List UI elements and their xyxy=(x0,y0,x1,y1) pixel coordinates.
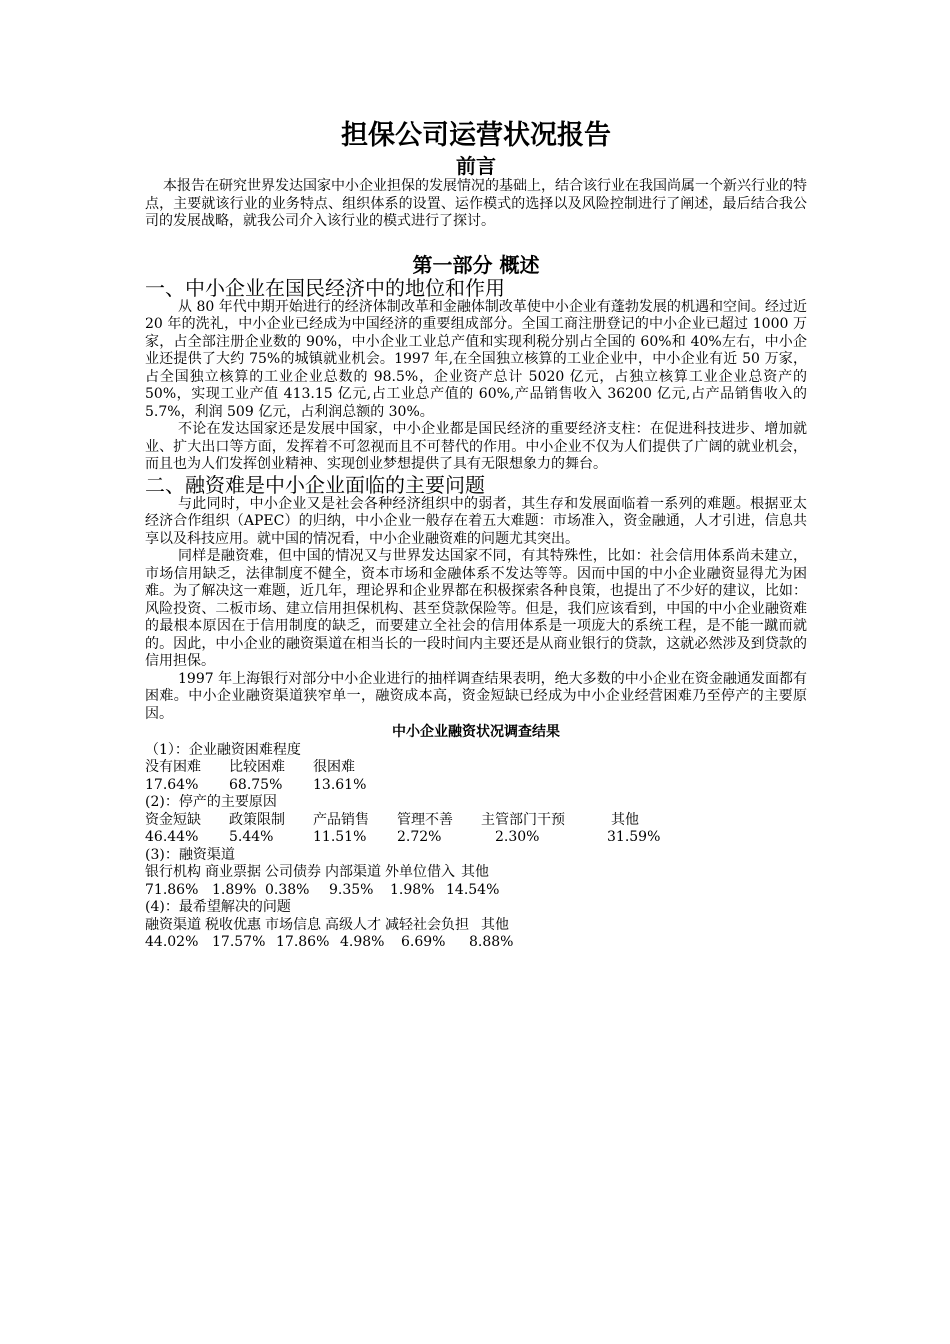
survey-group-3 xyxy=(145,847,807,900)
document-title: 担保公司运营状况报告 xyxy=(341,120,611,151)
section2-paragraph: 1997 年上海银行对部分中小企业进行的抽样调查结果表明，绝大多数的中小企业在资金融通发面都有困难。中小企业融资渠道狭窄单一，融资成本高，资金短缺已经成为中小企业经营困难乃至停产的主要原因。 xyxy=(145,670,807,722)
survey-category: 内部渠道 xyxy=(325,864,381,880)
survey-category: 高级人才 xyxy=(325,916,381,933)
survey-value: 13.61% xyxy=(313,776,367,793)
survey-category: 其他 xyxy=(611,811,639,828)
survey-category: 其他 xyxy=(481,916,509,933)
survey-category: 融资渠道 xyxy=(145,916,201,933)
survey-category: 管理不善 xyxy=(397,811,453,828)
survey-category: 商业票据 xyxy=(205,864,261,880)
section2-paragraph: 同样是融资难，但中国的情况又与世界发达国家不同，有其特殊性，比如：社会信用体系尚未建立，市场信用缺乏，法律制度不健全，资本市场和金融体系不发达等等。因而中国的中小企业融资显得尤为困难。为了解决这一难题，近几年，理论界和企业界都在积极探索各种良策，也提出了不少好的建议，比如：风险投资、二板市场、建立信用担保机构、甚至贷款保险等。但是，我们应该看到，中国的中小企业融资难的最根本原因在于信用制度的缺乏，而要建立全社会的信用体系是一项庞大的系统工程，是不能一蹴而就的。因此，中小企业的融资渠道在相当长的一段时间内主要还是从商业银行的贷款，这就必然涉及到贷款的信用担保。 xyxy=(145,548,807,669)
survey-category: 主管部门干预 xyxy=(481,811,565,828)
survey-categories-row xyxy=(145,864,807,882)
survey-values-row xyxy=(145,829,807,847)
survey-category: 市场信息 xyxy=(265,916,321,933)
survey-value: 2.72% xyxy=(397,829,442,845)
survey-categories-row xyxy=(145,917,807,935)
survey-value: 14.54% xyxy=(446,881,500,898)
survey-label: (3)：融资渠道 xyxy=(145,846,235,863)
survey-value: 46.44% xyxy=(145,829,199,845)
survey-category: 没有困难 xyxy=(145,759,201,775)
survey-values-row xyxy=(145,934,807,952)
survey-value: 71.86% xyxy=(145,881,199,898)
survey-value: 17.64% xyxy=(145,776,199,793)
preface-text: 本报告在研究世界发达国家中小企业担保的发展情况的基础上，结合该行业在我国尚属一个新兴行业的特点，主要就该行业的业务特点、组织体系的设置、运作模式的选择以及风险控制进行了阐述，最后结合我公司的发展战略，就我公司介入该行业的模式进行了探讨。 xyxy=(145,178,807,229)
survey-value: 1.98% xyxy=(390,881,435,898)
survey-value: 6.69% xyxy=(401,934,446,950)
survey-value: 31.59% xyxy=(607,829,661,845)
survey-value: 17.86% xyxy=(276,934,330,950)
survey-caption: 中小企业融资状况调查结果 xyxy=(392,724,560,740)
survey-category: 外单位借入 xyxy=(385,864,455,880)
survey-category: 政策限制 xyxy=(229,811,285,828)
survey-categories-row xyxy=(145,812,807,830)
survey-group-2 xyxy=(145,794,807,847)
survey-category: 公司债券 xyxy=(265,864,321,880)
survey-value: 5.44% xyxy=(229,829,274,845)
section1-paragraph: 不论在发达国家还是发展中国家，中小企业都是国民经济的重要经济支柱：在促进科技进步、增加就业、扩大出口等方面，发挥着不可忽视而且不可替代的作用。中小企业不仅为人们提供了广阔的就业机会，而且也为人们发挥创业精神、实现创业梦想提供了具有无限想象力的舞台。 xyxy=(145,421,807,472)
survey-values-row xyxy=(145,777,807,795)
survey-category: 其他 xyxy=(461,864,489,880)
survey-category: 减轻社会负担 xyxy=(385,916,469,933)
survey-label: (2)：停产的主要原因 xyxy=(145,794,277,810)
survey-value: 0.38% xyxy=(265,881,310,898)
survey-group-1 xyxy=(145,742,807,795)
section2-title: 二、融资难是中小企业面临的主要问题 xyxy=(145,472,485,497)
survey-category: 税收优惠 xyxy=(205,916,261,933)
survey-value: 1.89% xyxy=(212,881,257,898)
survey-value: 44.02% xyxy=(145,934,199,950)
part1-heading: 第一部分 概述 xyxy=(412,252,540,277)
survey-group-4 xyxy=(145,899,807,952)
survey-categories-row xyxy=(145,759,807,777)
survey-value: 17.57% xyxy=(212,934,266,950)
survey-category: 银行机构 xyxy=(145,864,201,880)
survey-value: 8.88% xyxy=(469,934,514,950)
survey-value: 4.98% xyxy=(340,934,385,950)
survey-label: （1）：企业融资困难程度 xyxy=(145,741,301,758)
survey-value: 11.51% xyxy=(313,829,367,845)
survey-category: 产品销售 xyxy=(313,811,369,828)
section1-title: 一、中小企业在国民经济中的地位和作用 xyxy=(145,275,505,300)
section1-paragraph: 从 80 年代中期开始进行的经济体制改革和金融体制改革使中小企业有蓬勃发展的机遇和空间。经过近 20 年的洗礼，中小企业已经成为中国经济的重要组成部分。全国工商注册登记的中小企业已超过 1000 万家，占全部注册企业数的 90%，中小企业工业总产值和实现利税分别占全国的 60%和 40%左右，中小企业还提供了大约 75%的城镇就业机会。1997 年,在全国独立核算的工业企业中，中小企业有近 50 万家，占全国独立核算的工业企业总数的 98.5%，企业资产总计 5020 亿元，占独立核算工业企业总资产的 50%，实现工业产值 413.15 亿元,占工业总产值的 60%,产品销售收入 36200 亿元,占产品销售收入的 5.7%，利润 509 亿元，占利润总额的 30%。 xyxy=(145,298,807,420)
survey-category: 很困难 xyxy=(313,759,355,775)
survey-value: 9.35% xyxy=(329,881,374,898)
survey-values-row xyxy=(145,882,807,900)
survey-category: 比较困难 xyxy=(229,759,285,775)
section2-paragraph: 与此同时，中小企业又是社会各种经济组织中的弱者，其生存和发展面临着一系列的难题。根据亚太经济合作组织（APEC）的归纳，中小企业一般存在着五大难题：市场准入，资金融通，人才引进，信息共享以及科技应用。就中国的情况看，中小企业融资难的问题尤其突出。 xyxy=(145,495,807,547)
survey-category: 资金短缺 xyxy=(145,811,201,828)
survey-label: (4)：最希望解决的问题 xyxy=(145,899,291,915)
document-page xyxy=(145,118,807,952)
survey-value: 2.30% xyxy=(495,829,540,845)
preface-heading: 前言 xyxy=(456,154,496,178)
survey-value: 68.75% xyxy=(229,776,283,793)
